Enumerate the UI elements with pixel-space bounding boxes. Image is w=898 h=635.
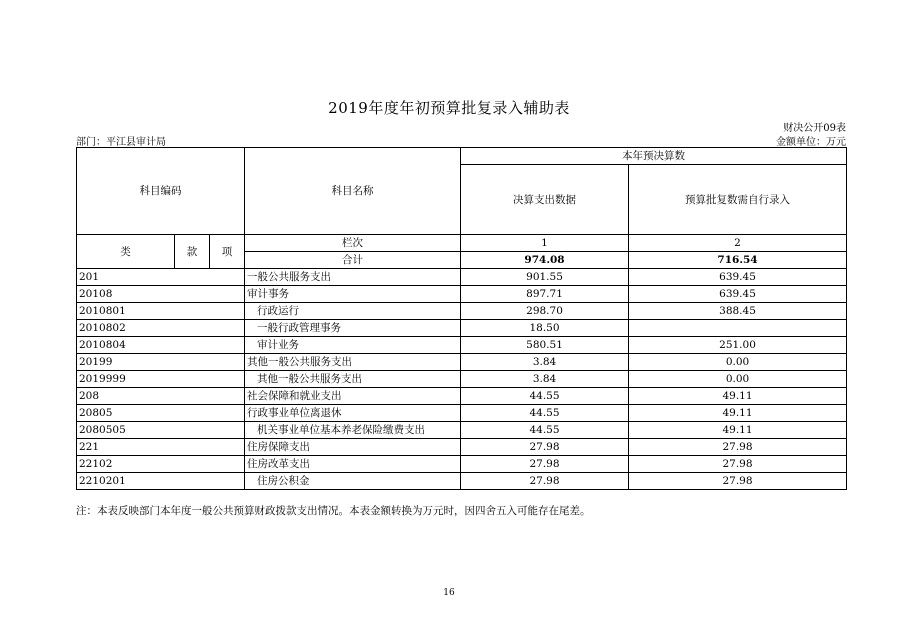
header-lanci-2: 2 <box>629 235 847 252</box>
subject-name-cell: 行政运行 <box>245 303 461 320</box>
subject-name-cell: 住房公积金 <box>245 473 461 490</box>
header-lanci-1: 1 <box>461 235 629 252</box>
table-row <box>77 456 847 473</box>
header-row-3 <box>77 235 847 252</box>
budget-approval-cell <box>629 320 847 337</box>
total-value-1: 974.08 <box>461 252 629 269</box>
subject-name-cell: 住房改革支出 <box>245 456 461 473</box>
table-row <box>77 371 847 388</box>
unit-label: 金额单位：万元 <box>776 137 846 148</box>
subject-code-cell: 2019999 <box>77 371 245 388</box>
table-row <box>77 269 847 286</box>
total-label: 合计 <box>245 252 461 269</box>
final-expenditure-cell: 3.84 <box>461 354 629 371</box>
subject-name-cell: 其他一般公共服务支出 <box>245 354 461 371</box>
budget-approval-cell: 49.11 <box>629 388 847 405</box>
header-subject-code: 科目编码 <box>77 148 245 235</box>
table-row <box>77 286 847 303</box>
final-expenditure-cell: 901.55 <box>461 269 629 286</box>
header-col1: 决算支出数据 <box>461 165 629 235</box>
form-code: 财决公开09表 <box>783 123 846 134</box>
final-expenditure-cell: 44.55 <box>461 388 629 405</box>
budget-approval-cell: 251.00 <box>629 337 847 354</box>
table-row <box>77 354 847 371</box>
header-kuan: 款 <box>175 235 210 269</box>
table-row <box>77 405 847 422</box>
subject-code-cell: 2010804 <box>77 337 245 354</box>
subject-name-cell: 一般行政管理事务 <box>245 320 461 337</box>
subject-name-cell: 其他一般公共服务支出 <box>245 371 461 388</box>
subject-code-cell: 2080505 <box>77 422 245 439</box>
subject-code-cell: 201 <box>77 269 245 286</box>
header-xiang: 项 <box>210 235 245 269</box>
budget-approval-cell: 639.45 <box>629 286 847 303</box>
budget-approval-cell: 49.11 <box>629 422 847 439</box>
subject-code-cell: 22102 <box>77 456 245 473</box>
subject-code-cell: 2210201 <box>77 473 245 490</box>
budget-approval-cell: 27.98 <box>629 473 847 490</box>
table-row <box>77 439 847 456</box>
page-title: 2019年度年初预算批复录入辅助表 <box>328 99 570 117</box>
subject-name-cell: 机关事业单位基本养老保险缴费支出 <box>245 422 461 439</box>
budget-approval-cell: 388.45 <box>629 303 847 320</box>
subject-code-cell: 208 <box>77 388 245 405</box>
subject-code-cell: 20805 <box>77 405 245 422</box>
final-expenditure-cell: 44.55 <box>461 405 629 422</box>
footnote: 注：本表反映部门本年度一般公共预算财政拨款支出情况。本表金额转换为万元时，因四舍五入可能存在尾差。 <box>76 505 591 517</box>
budget-approval-cell: 49.11 <box>629 405 847 422</box>
final-expenditure-cell: 27.98 <box>461 456 629 473</box>
final-expenditure-cell: 298.70 <box>461 303 629 320</box>
final-expenditure-cell: 44.55 <box>461 422 629 439</box>
table-row <box>77 388 847 405</box>
final-expenditure-cell: 27.98 <box>461 439 629 456</box>
subject-code-cell: 20108 <box>77 286 245 303</box>
header-col2: 预算批复数需自行录入 <box>629 165 847 235</box>
table-row <box>77 337 847 354</box>
subject-name-cell: 行政事业单位离退休 <box>245 405 461 422</box>
total-value-2: 716.54 <box>629 252 847 269</box>
table-row <box>77 473 847 490</box>
budget-approval-cell: 27.98 <box>629 456 847 473</box>
header-group: 本年预决算数 <box>461 148 847 165</box>
subject-name-cell: 审计事务 <box>245 286 461 303</box>
page-number: 16 <box>443 588 455 598</box>
header-row-1 <box>77 148 847 165</box>
final-expenditure-cell: 3.84 <box>461 371 629 388</box>
header-lanci: 栏次 <box>245 235 461 252</box>
subject-code-cell: 20199 <box>77 354 245 371</box>
final-expenditure-cell: 18.50 <box>461 320 629 337</box>
table-row <box>77 303 847 320</box>
budget-approval-cell: 27.98 <box>629 439 847 456</box>
final-expenditure-cell: 27.98 <box>461 473 629 490</box>
budget-table <box>76 147 847 490</box>
final-expenditure-cell: 897.71 <box>461 286 629 303</box>
subject-name-cell: 社会保障和就业支出 <box>245 388 461 405</box>
table-row <box>77 320 847 337</box>
subject-name-cell: 住房保障支出 <box>245 439 461 456</box>
subject-name-cell: 一般公共服务支出 <box>245 269 461 286</box>
subject-code-cell: 2010801 <box>77 303 245 320</box>
subject-code-cell: 2010802 <box>77 320 245 337</box>
budget-approval-cell: 0.00 <box>629 371 847 388</box>
final-expenditure-cell: 580.51 <box>461 337 629 354</box>
subject-name-cell: 审计业务 <box>245 337 461 354</box>
table-row <box>77 422 847 439</box>
department-label: 部门：平江县审计局 <box>76 137 166 148</box>
header-lei: 类 <box>77 235 175 269</box>
budget-approval-cell: 639.45 <box>629 269 847 286</box>
budget-approval-cell: 0.00 <box>629 354 847 371</box>
header-subject-name: 科目名称 <box>245 148 461 235</box>
subject-code-cell: 221 <box>77 439 245 456</box>
